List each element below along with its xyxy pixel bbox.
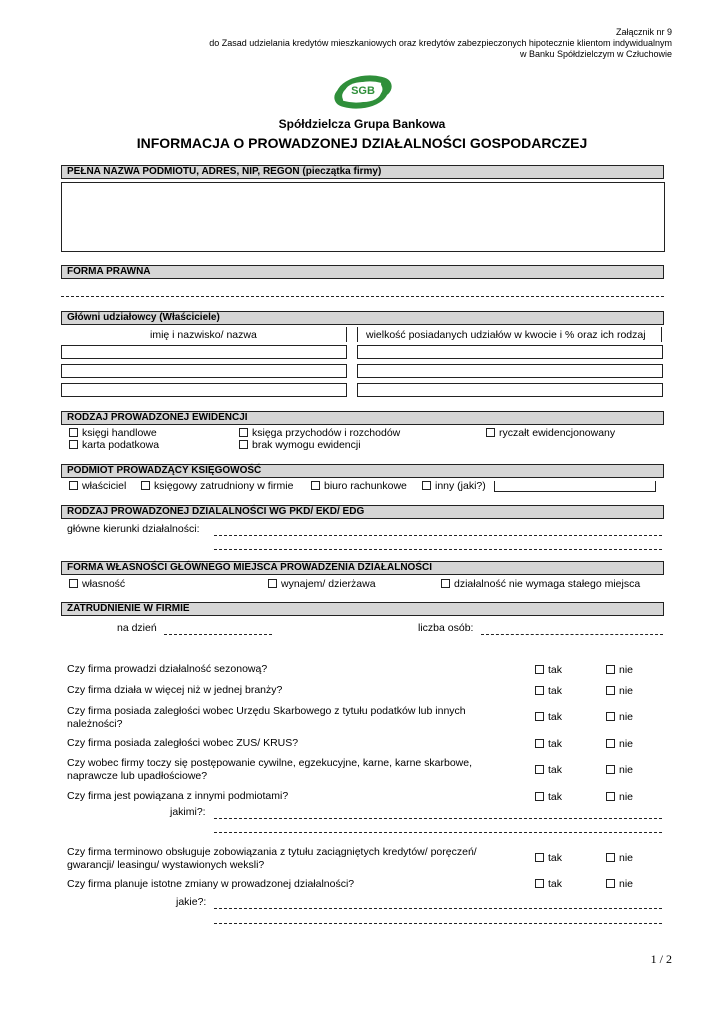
yes-label: tak bbox=[548, 664, 563, 676]
q6-no[interactable] bbox=[606, 791, 633, 803]
no-label: nie bbox=[619, 764, 634, 776]
section-employment: ZATRUDNIENIE W FIRMIE bbox=[61, 602, 664, 616]
section-pkd: RODZAJ PROWADZONEJ DZIALALNOŚCI WG PKD/ EKD/ EDG bbox=[61, 505, 664, 519]
checkbox[interactable] bbox=[606, 879, 615, 888]
logo-text: SGB bbox=[351, 85, 375, 97]
planned-changes-label: jakie?: bbox=[176, 896, 207, 908]
option-wlasnosc[interactable] bbox=[69, 578, 125, 590]
checkbox[interactable] bbox=[535, 879, 544, 888]
checkbox[interactable] bbox=[606, 739, 615, 748]
no-label: nie bbox=[619, 711, 634, 723]
checkbox[interactable] bbox=[535, 765, 544, 774]
pkd-field-2[interactable] bbox=[214, 549, 662, 550]
question-tax-arrears: Czy firma posiada zaległości wobec Urzędu Skarbowego z tytułu podatków lub innych należności? bbox=[67, 705, 466, 730]
option-label: właściciel bbox=[82, 480, 127, 492]
checkbox[interactable] bbox=[606, 792, 615, 801]
no-label: nie bbox=[619, 664, 634, 676]
shareholder-name-header: imię i nazwisko/ nazwa bbox=[150, 329, 257, 341]
employment-count-field[interactable] bbox=[481, 634, 663, 635]
checkbox[interactable] bbox=[606, 853, 615, 862]
related-entities-field-2[interactable] bbox=[214, 832, 662, 833]
q1-no[interactable] bbox=[606, 664, 633, 676]
option-label: inny (jaki?) bbox=[435, 480, 486, 492]
q5-no[interactable] bbox=[606, 764, 633, 776]
yes-label: tak bbox=[548, 764, 563, 776]
q2-yes[interactable] bbox=[535, 685, 562, 697]
q4-yes[interactable] bbox=[535, 738, 562, 750]
checkbox[interactable] bbox=[268, 579, 277, 588]
option-wlasciciel[interactable] bbox=[69, 480, 126, 492]
option-inny[interactable] bbox=[422, 480, 486, 492]
option-label: biuro rachunkowe bbox=[324, 480, 407, 492]
option-wynajem[interactable] bbox=[268, 578, 376, 590]
yes-label: tak bbox=[548, 711, 563, 723]
question-proceedings: Czy wobec firmy toczy się postępowanie cywilne, egzekucyjne, karne, karne skarbowe, naprawcze lub upadłościowe? bbox=[67, 757, 473, 782]
question-related-entities: Czy firma jest powiązana z innymi podmiotami? bbox=[67, 790, 289, 802]
q6-yes[interactable] bbox=[535, 791, 562, 803]
option-label: księgowy zatrudniony w firmie bbox=[154, 480, 294, 492]
option-label: karta podatkowa bbox=[82, 439, 160, 451]
option-label: brak wymogu ewidencji bbox=[252, 439, 361, 451]
no-label: nie bbox=[619, 685, 634, 697]
org-name: Spółdzielcza Grupa Bankowa bbox=[278, 117, 446, 131]
option-label: wynajem/ dzierżawa bbox=[281, 578, 376, 590]
section-shareholders: Główni udziałowcy (Właściciele) bbox=[61, 311, 664, 325]
col-divider-end bbox=[661, 327, 662, 342]
checkbox[interactable] bbox=[606, 765, 615, 774]
checkbox[interactable] bbox=[535, 853, 544, 862]
checkbox[interactable] bbox=[141, 481, 150, 490]
q2-no[interactable] bbox=[606, 685, 633, 697]
checkbox[interactable] bbox=[69, 440, 78, 449]
checkbox[interactable] bbox=[69, 481, 78, 490]
option-ryczalt[interactable] bbox=[486, 427, 615, 439]
question-multi-industry: Czy firma działa w więcej niż w jednej branży? bbox=[67, 684, 283, 696]
section-entity-name: PEŁNA NAZWA PODMIOTU, ADRES, NIP, REGON (pieczątka firmy) bbox=[61, 165, 664, 179]
attachment-bank: w Banku Spółdzielczym w Człuchowie bbox=[519, 49, 672, 59]
yes-label: tak bbox=[548, 852, 563, 864]
question-seasonal: Czy firma prowadzi działalność sezonową? bbox=[67, 663, 268, 675]
checkbox[interactable] bbox=[69, 428, 78, 437]
yes-label: tak bbox=[548, 878, 563, 890]
checkbox[interactable] bbox=[606, 712, 615, 721]
option-karta-podatkowa[interactable] bbox=[69, 439, 159, 451]
section-records-type: RODZAJ PROWADZONEJ EWIDENCJI bbox=[61, 411, 664, 425]
shareholder-share-header: wielkość posiadanych udziałów w kwocie i % oraz ich rodzaj bbox=[366, 329, 646, 341]
section-ownership: FORMA WŁASNOŚCI GŁÓWNEGO MIEJSCA PROWADZENIA DZIAŁALNOŚCI bbox=[61, 561, 664, 575]
yes-label: tak bbox=[548, 738, 563, 750]
checkbox[interactable] bbox=[535, 739, 544, 748]
employment-date-label: na dzień bbox=[117, 622, 157, 634]
planned-changes-field-2[interactable] bbox=[214, 923, 662, 924]
shareholder-share-1[interactable] bbox=[357, 345, 663, 359]
q7-yes[interactable] bbox=[535, 852, 562, 864]
checkbox[interactable] bbox=[239, 440, 248, 449]
q8-no[interactable] bbox=[606, 878, 633, 890]
option-ksiega-przychodow[interactable] bbox=[239, 427, 400, 439]
question-planned-changes: Czy firma planuje istotne zmiany w prowadzonej działalności? bbox=[67, 878, 355, 890]
checkbox[interactable] bbox=[535, 665, 544, 674]
checkbox[interactable] bbox=[535, 686, 544, 695]
col-divider-right bbox=[357, 327, 358, 342]
shareholder-name-1[interactable] bbox=[61, 345, 347, 359]
other-accounting-field[interactable] bbox=[494, 481, 656, 492]
checkbox[interactable] bbox=[535, 712, 544, 721]
legal-form-field[interactable] bbox=[61, 296, 664, 297]
attachment-subtitle: do Zasad udzielania kredytów mieszkaniowych oraz kredytów zabezpieczonych hipotecznie klientom indywidualnym bbox=[209, 38, 672, 48]
option-label: własność bbox=[82, 578, 126, 590]
option-label: ryczałt ewidencjonowany bbox=[499, 427, 616, 439]
q1-yes[interactable] bbox=[535, 664, 562, 676]
checkbox[interactable] bbox=[606, 665, 615, 674]
checkbox[interactable] bbox=[441, 579, 450, 588]
planned-changes-field-1[interactable] bbox=[214, 908, 662, 909]
entity-name-field[interactable] bbox=[61, 182, 665, 252]
col-divider-left bbox=[346, 327, 347, 342]
employment-count-label: liczba osób: bbox=[418, 622, 474, 634]
checkbox[interactable] bbox=[239, 428, 248, 437]
option-label: księga przychodów i rozchodów bbox=[252, 427, 401, 439]
sgb-logo bbox=[330, 72, 394, 112]
q3-yes[interactable] bbox=[535, 711, 562, 723]
no-label: nie bbox=[619, 791, 634, 803]
option-label: księgi handlowe bbox=[82, 427, 157, 439]
option-brak-wymogu[interactable] bbox=[239, 439, 361, 451]
shareholder-name-3[interactable] bbox=[61, 383, 347, 397]
shareholder-name-2[interactable] bbox=[61, 364, 347, 378]
option-bez-miejsca[interactable] bbox=[441, 578, 640, 590]
checkbox[interactable] bbox=[422, 481, 431, 490]
no-label: nie bbox=[619, 738, 634, 750]
yes-label: tak bbox=[548, 685, 563, 697]
question-timely-obligations: Czy firma terminowo obsługuje zobowiązania z tytułu zaciągniętych kredytów/ poręczeń/ gwarancji/ leasingu/ wystawionych weksli? bbox=[67, 846, 477, 871]
option-label: działalność nie wymaga stałego miejsca bbox=[454, 578, 641, 590]
pkd-field-1[interactable] bbox=[214, 535, 662, 536]
attachment-number: Załącznik nr 9 bbox=[615, 27, 672, 37]
checkbox[interactable] bbox=[69, 579, 78, 588]
checkbox[interactable] bbox=[535, 792, 544, 801]
q7-no[interactable] bbox=[606, 852, 633, 864]
related-entities-field-1[interactable] bbox=[214, 818, 662, 819]
employment-date-field[interactable] bbox=[164, 634, 272, 635]
q4-no[interactable] bbox=[606, 738, 633, 750]
question-zus-arrears: Czy firma posiada zaległości wobec ZUS/ KRUS? bbox=[67, 737, 299, 749]
q3-no[interactable] bbox=[606, 711, 633, 723]
checkbox[interactable] bbox=[606, 686, 615, 695]
option-ksiegowy[interactable] bbox=[141, 480, 293, 492]
yes-label: tak bbox=[548, 791, 563, 803]
q5-yes[interactable] bbox=[535, 764, 562, 776]
page-number: 1 / 2 bbox=[650, 952, 672, 966]
related-entities-label: jakimi?: bbox=[170, 806, 206, 818]
shareholder-share-3[interactable] bbox=[357, 383, 663, 397]
section-legal-form: FORMA PRAWNA bbox=[61, 265, 664, 279]
option-ksiegi-handlowe[interactable] bbox=[69, 427, 157, 439]
no-label: nie bbox=[619, 878, 634, 890]
page-title: INFORMACJA O PROWADZONEJ DZIAŁALNOŚCI GOSPODARCZEJ bbox=[136, 135, 588, 151]
checkbox[interactable] bbox=[486, 428, 495, 437]
q8-yes[interactable] bbox=[535, 878, 562, 890]
pkd-label: główne kierunki działalności: bbox=[67, 523, 200, 535]
option-biuro[interactable] bbox=[311, 480, 407, 492]
no-label: nie bbox=[619, 852, 634, 864]
checkbox[interactable] bbox=[311, 481, 320, 490]
shareholder-share-2[interactable] bbox=[357, 364, 663, 378]
section-accounting: PODMIOT PROWADZĄCY KSIĘGOWOŚĆ bbox=[61, 464, 664, 478]
